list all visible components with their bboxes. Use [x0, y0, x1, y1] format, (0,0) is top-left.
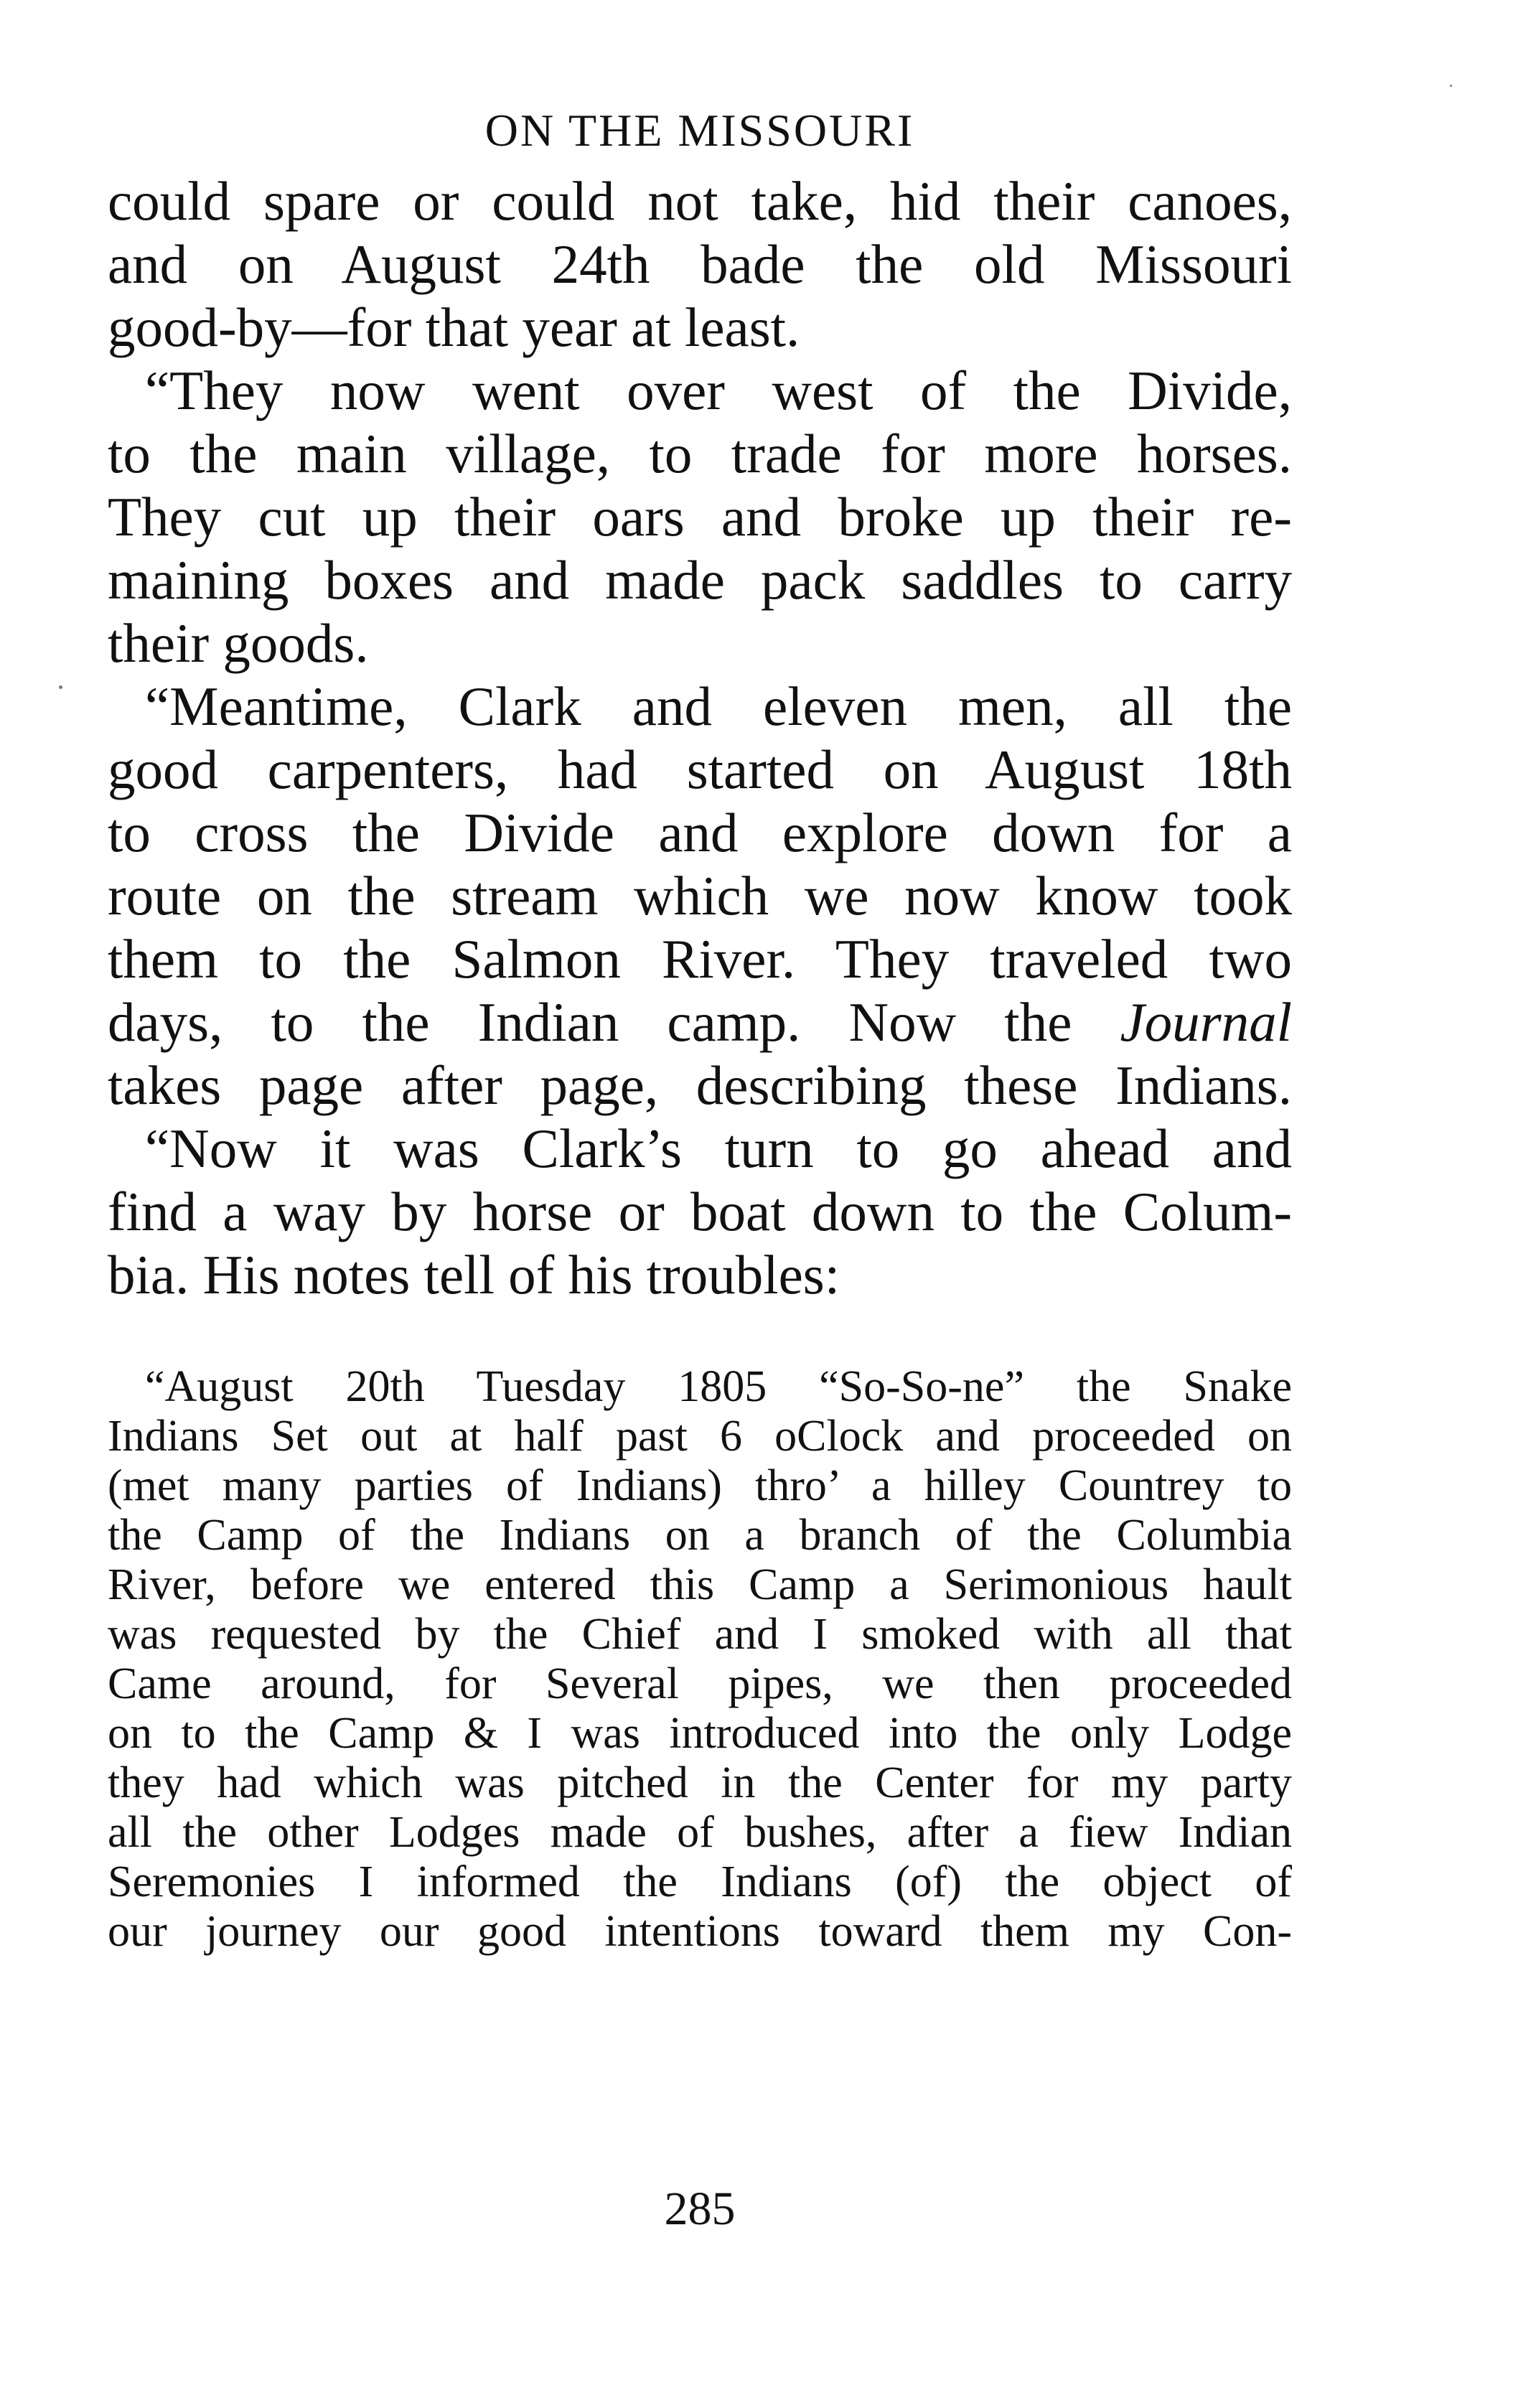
quote-line: Seremonies I informed the Indians (of) the object of: [108, 1857, 1292, 1906]
text-line: takes page after page, describing these Indians.: [108, 1054, 1292, 1116]
main-text: [108, 169, 1292, 1306]
text-line: “They now went over west of the Divide,: [145, 360, 1292, 421]
text-line: good-by—for that year at least.: [108, 296, 800, 358]
text-span: days, to the Indian camp. Now the: [108, 991, 1120, 1053]
italic-title: Journal: [1120, 991, 1292, 1053]
text-line: them to the Salmon River. They traveled two: [108, 928, 1292, 990]
text-line: their goods.: [108, 612, 369, 674]
text-line: and on August 24th bade the old Missouri: [108, 233, 1292, 295]
paragraph-4: [108, 1117, 1292, 1306]
quote-line: “August 20th Tuesday 1805 “So-So-ne” the Snake: [145, 1362, 1292, 1411]
quote-line: River, before we entered this Camp a Serimonious hault: [108, 1560, 1292, 1609]
scan-speck: [1450, 85, 1452, 87]
text-line: “Now it was Clark’s turn to go ahead and: [145, 1118, 1292, 1179]
quote-line: they had which was pitched in the Center for my party: [108, 1758, 1292, 1807]
text-line-with-italic: [108, 990, 1292, 1054]
text-line: route on the stream which we now know took: [108, 865, 1292, 927]
quote-line: Indians Set out at half past 6 oClock and proceeded on: [108, 1412, 1292, 1461]
text-line: could spare or could not take, hid their canoes,: [108, 170, 1292, 232]
text-line: bia. His notes tell of his troubles:: [108, 1244, 840, 1306]
quote-line: the Camp of the Indians on a branch of the Columbia: [108, 1511, 1292, 1560]
journal-quotation: [108, 1362, 1292, 1957]
text-line: maining boxes and made pack saddles to carry: [108, 549, 1292, 611]
paragraph-3: [108, 675, 1292, 1117]
quote-line: our journey our good intentions toward them my Con-: [108, 1907, 1292, 1956]
quote-line: on to the Camp & I was introduced into the only Lodge: [108, 1709, 1292, 1758]
quote-line: all the other Lodges made of bushes, after a fiew Indian: [108, 1808, 1292, 1857]
paragraph-2: [108, 359, 1292, 675]
text-line: find a way by horse or boat down to the Colum-: [108, 1181, 1292, 1242]
quote-line: Came around, for Several pipes, we then proceeded: [108, 1659, 1292, 1708]
page-number: 285: [664, 2183, 736, 2235]
text-line: to cross the Divide and explore down for a: [108, 802, 1292, 863]
quote-line: (met many parties of Indians) thro’ a hilley Countrey to: [108, 1461, 1292, 1510]
text-line: “Meantime, Clark and eleven men, all the: [145, 675, 1292, 737]
scan-speck: [59, 685, 62, 689]
text-line: to the main village, to trade for more horses.: [108, 423, 1292, 484]
page-body: [108, 105, 1292, 2235]
running-head: ON THE MISSOURI: [484, 105, 915, 156]
text-line: good carpenters, had started on August 18th: [108, 739, 1292, 800]
paragraph-1: [108, 169, 1292, 359]
text-line: They cut up their oars and broke up their re-: [108, 486, 1292, 548]
quote-line: was requested by the Chief and I smoked with all that: [108, 1610, 1292, 1659]
